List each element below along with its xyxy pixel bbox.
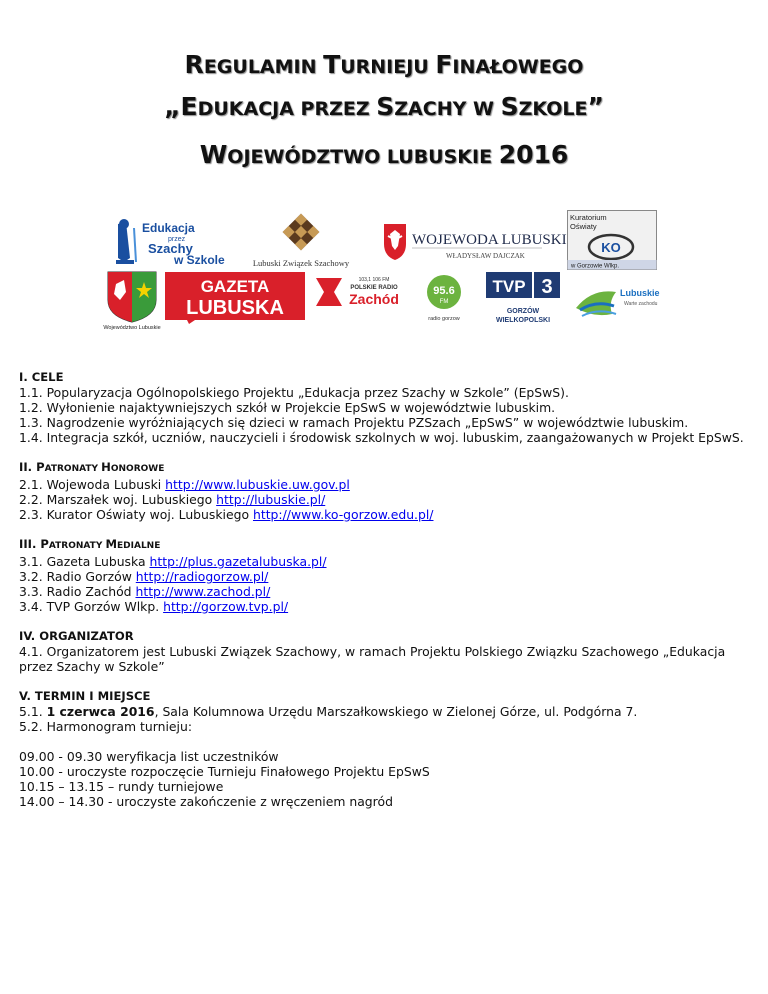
heading-part: P [40,537,49,551]
list-item: 4.1. Organizatorem jest Lubuski Związek Szachowy, w ramach Projektu Polskiego Związku Szachowego „Edukacja przez Szachy w Szkole” [19,644,726,674]
heading-num: III. [19,537,41,551]
zachod-text: 103,1 106 FM [358,277,390,283]
wojewoda-logo [382,220,567,264]
title-part: R [184,50,204,79]
list-item [19,492,749,507]
list-item [19,584,749,599]
epsws-logo [112,218,240,272]
schedule [19,749,749,809]
section-patronaty-medialne [19,554,749,614]
section-heading-patronaty-medialne [19,537,749,554]
kuratorium-logo [567,210,657,270]
title-part: 2016 [498,140,569,169]
title-part: EGULAMIN [203,56,324,78]
title-part: URNIEJU [340,56,436,78]
item-text: 2.2. Marszałek woj. Lubuskiego [19,492,217,507]
svg-text:KO: KO [601,240,621,255]
link-lubuskie-uw[interactable]: http://www.lubuskie.uw.gov.pl [165,477,350,492]
tvp-text: GORZÓW [506,308,540,315]
tvp3-logo [484,270,564,330]
lzs-caption: Lubuski Związek Szachowy [252,258,350,268]
tvp-text: 3 [541,276,553,298]
section-heading-patronaty-honorowe [19,460,749,477]
item-text: 3.4. TVP Gorzów Wlkp. [19,599,164,614]
section-cele [19,385,749,445]
schedule-item: 14.00 – 14.30 - uroczyste zakończenie z wręczeniem nagród [19,794,393,809]
list-item [19,704,749,719]
sponsor-logos [0,208,768,338]
lubuskie-text: Warte zachodu [624,301,658,307]
epsws-text: w Szkole [174,253,225,267]
item-text: 2.3. Kurator Oświaty woj. Lubuskiego [19,507,253,522]
title-line-3 [0,140,768,169]
title-part: ZKOLE [518,98,588,120]
link-tvp-gorzow[interactable]: http://gorzow.tvp.pl/ [163,599,289,614]
item-text: 3.3. Radio Zachód [19,584,136,599]
list-item: 1.4. Integracja szkół, uczniów, nauczycieli i środowisk szkolnych w woj. lubuskim, zaangażowanych w Projekt EpSwS. [19,430,744,445]
lzs-logo [244,212,358,270]
heading-part: EDIALNE [117,541,161,551]
item-text: , Sala Kolumnowa Urzędu Marszałkowskiego w Zielonej Górze, ul. Podgórna 7. [154,704,638,719]
item-text: 5.1. [19,704,47,719]
radio-gorzow-text: FM [439,299,449,305]
title-part: ZACHY W [394,98,501,120]
event-date: 1 czerwca 2016 [46,704,155,719]
list-item [19,599,749,614]
zachod-text: Zachód [349,291,399,307]
epsws-text: przez [168,236,186,243]
title-part: OJEWÓDZTWO LUBUSKIE [227,146,499,168]
schedule-item: 10.15 – 13.15 – rundy turniejowe [19,779,224,794]
list-item [19,477,749,492]
heading-part: ATRONATY [44,464,102,474]
link-gazetalubuska[interactable]: http://plus.gazetalubuska.pl/ [149,554,327,569]
woj-lubuskie-caption: Województwo Lubuskie [103,325,161,331]
list-item [19,569,749,584]
title-part: INAŁOWEGO [452,56,584,78]
lubuskie-text: Lubuskie [620,288,660,298]
section-heading-cele: I. CELE [19,370,64,384]
heading-part: P [36,460,45,474]
tvp-text: WIELKOPOLSKI [495,317,551,324]
list-item [19,554,749,569]
title-part: DUKACJA PRZEZ [197,98,377,120]
item-text: 2.1. Wojewoda Lubuski [19,477,166,492]
section-heading-termin: V. TERMIN I MIEJSCE [19,689,151,703]
item-text: 3.1. Gazeta Lubuska [19,554,150,569]
list-item: 1.3. Nagrodzenie wyróżniających się dzieci w ramach Projektu PZSzach „EpSwS” w województwie lubuskim. [19,415,689,430]
title-part: S [376,92,395,121]
lubuskie-logo [572,278,658,326]
radio-gorzow-logo [422,272,466,324]
list-item: 1.2. Wyłonienie najaktywniejszych szkół w Projekcie EpSwS w województwie lubuskim. [19,400,556,415]
section-termin [19,704,749,734]
zachod-text: POLSKIE RADIO [350,285,398,291]
heading-part: ONOROWE [110,464,165,474]
link-zachod[interactable]: http://www.zachod.pl/ [135,584,271,599]
tvp-text: TVP [492,277,526,296]
title-part: W [199,140,228,169]
radio-zachod-logo [312,272,404,322]
title-part: ” [587,92,604,121]
title-part: F [435,50,453,79]
wojewoda-name: WOJEWODA LUBUSKI [412,232,567,248]
wojewoda-person: WŁADYSŁAW DAJCZAK [446,252,525,260]
heading-part: H [101,460,111,474]
heading-part: M [105,537,118,551]
heading-part: ATRONATY [48,541,106,551]
schedule-item: 09.00 - 09.30 weryfikacja list uczestników [19,749,279,764]
title-part: S [500,92,519,121]
title-line-2 [0,92,768,121]
item-text: 3.2. Radio Gorzów [19,569,136,584]
radio-gorzow-text: radio gorzow [428,316,460,322]
epsws-text: Szachy [148,241,193,256]
section-heading-organizator: IV. ORGANIZATOR [19,629,134,643]
link-lubuskie[interactable]: http://lubuskie.pl/ [216,492,326,507]
title-part: „E [164,92,198,121]
list-item [19,507,749,522]
link-ko-gorzow[interactable]: http://www.ko-gorzow.edu.pl/ [252,507,434,522]
schedule-item: 10.00 - uroczyste rozpoczęcie Turnieju Finałowego Projektu EpSwS [19,764,430,779]
kuratorium-text: Oświaty [570,222,597,231]
gazeta-text: LUBUSKA [186,297,284,319]
list-item: 5.2. Harmonogram turnieju: [19,719,192,734]
link-radiogorzow[interactable]: http://radiogorzow.pl/ [135,569,269,584]
list-item: 1.1. Popularyzacja Ogólnopolskiego Projektu „Edukacja przez Szachy w Szkole” (EpSwS). [19,385,569,400]
kuratorium-text: Kuratorium [570,213,607,222]
kuratorium-text: w Gorzowie Wlkp. [571,263,620,270]
gazeta-text: GAZETA [200,277,270,296]
gazeta-lubuska-logo [165,272,305,324]
radio-gorzow-text: 95.6 [433,285,455,297]
title-line-1 [0,50,768,79]
epsws-text: Edukacja [142,221,195,235]
section-organizator [19,644,749,674]
section-patronaty-honorowe [19,477,749,522]
regulations-body [19,370,749,824]
title-part: T [323,50,341,79]
woj-lubuskie-crest [98,270,166,330]
heading-num: II. [19,460,37,474]
